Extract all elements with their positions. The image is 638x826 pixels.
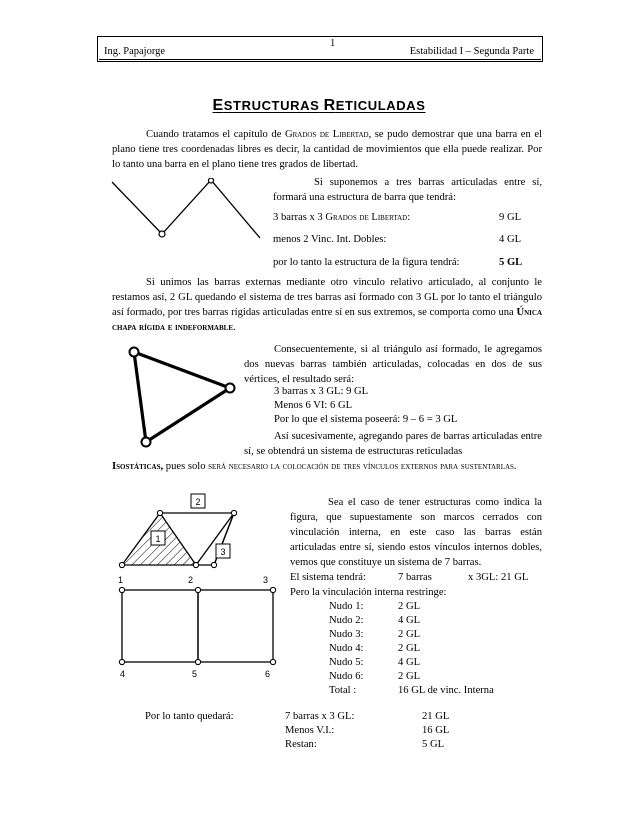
calc-line-1: 3 barras x 3 GL: 9 GL xyxy=(274,386,369,397)
node-name: Nudo 2: xyxy=(329,615,364,626)
node-label-1: 1 xyxy=(118,575,124,585)
label-1: 1 xyxy=(155,534,161,544)
page-header xyxy=(97,36,543,62)
header-author: Ing. Papajorge xyxy=(104,46,166,57)
node-value: 2 GL xyxy=(398,643,421,654)
calc-line-2: Menos 6 VI: 6 GL xyxy=(274,400,353,411)
triangle-node-top xyxy=(130,348,139,357)
frame-node-2 xyxy=(195,587,200,592)
final-row-1: 7 barras x 3 GL: 21 GL xyxy=(285,711,450,722)
node-name: Nudo 1: xyxy=(329,601,364,612)
label-2: 2 xyxy=(195,497,201,507)
node-value: 2 GL xyxy=(398,629,421,640)
zigzag-bars-figure xyxy=(110,178,272,246)
triangle-node-bottom xyxy=(142,438,151,447)
node-label-5: 5 xyxy=(192,669,198,679)
header-page-number: 1 xyxy=(330,38,336,49)
node-name: Nudo 6: xyxy=(329,671,364,682)
node-label-2: 2 xyxy=(188,575,194,585)
node-row xyxy=(329,627,549,641)
node-name: Nudo 5: xyxy=(329,657,364,668)
hinge-1 xyxy=(159,231,165,237)
triangle-node-right xyxy=(226,384,235,393)
node-row xyxy=(329,599,549,613)
node-value: 2 GL xyxy=(398,671,421,682)
node-row xyxy=(329,613,549,627)
truss-node xyxy=(157,510,162,515)
triangle-figure xyxy=(126,340,242,452)
final-row-2: Menos V.I.: 16 GL xyxy=(285,725,450,736)
zigzag-bars xyxy=(112,180,260,238)
node-value: 4 GL xyxy=(398,615,421,626)
node-row xyxy=(329,683,549,697)
truss-node xyxy=(193,562,198,567)
node-name: Nudo 3: xyxy=(329,629,364,640)
node-value: 2 GL xyxy=(398,601,421,612)
node-value: 16 GL de vinc. Interna xyxy=(398,685,494,696)
node-label-3: 3 xyxy=(263,575,269,585)
calc-line-4: Así sucesivamente, agregando pares de barras articuladas entre sí, se obtendrá un sistema de estructuras reticuladas xyxy=(244,431,542,457)
intro-paragraph: Cuando tratamos el capítulo de Grados de Libertad, se pudo demostrar que una barra en el plano tiene tres coordenadas libres es decir, la cantidad de movimientos que ella puede realizar. Por lo tanto una barra en el plano tiene tres grados de libertad. xyxy=(112,129,543,170)
reticulated-figure xyxy=(110,493,290,683)
isostatic-paragraph: Isostáticas, pues solo será necesario la colocación de tres vínculos externos para sustentarlas. xyxy=(112,461,517,472)
header-course: Estabilidad I – Segunda Parte xyxy=(409,46,534,57)
frame-node-5 xyxy=(195,659,200,664)
frame-node-3 xyxy=(270,587,275,592)
frame-node-6 xyxy=(270,659,275,664)
node-label-4: 4 xyxy=(120,669,126,679)
truss-node xyxy=(231,510,236,515)
frame-left xyxy=(122,590,198,662)
final-row-3: Restan: 5 GL xyxy=(285,739,445,750)
case-text: Sea el caso de tener estructuras como indica la figura, que supuestamente son marcos cerrados con vinculación interna, en este caso las barras están articuladas entre sí, siendo estos vínculos internos dobles, vemos que constituye un sistema de 7 barras. xyxy=(290,497,542,568)
triangle-bars xyxy=(134,352,230,442)
paragraph-two: Si unimos las barras externas mediante otro vinculo relativo articulado, al conjunto le restamos así, 2 GL quedando el sistema de tres barras así formado con 3 GL por lo tanto el triángulo así formado, por tres barras rígidas articuladas entre sí en sus extremos, se comporta como una Única chapa rígida e indeformable. xyxy=(112,277,542,333)
hinge-2 xyxy=(209,178,214,183)
restriction-line: Pero la vinculación interna restringe: xyxy=(290,587,447,598)
node-name: Total : xyxy=(329,685,357,696)
calc-line-3: Por lo que el sistema poseerá: 9 – 6 = 3 GL xyxy=(274,414,458,425)
frame-node-4 xyxy=(119,659,124,664)
triangle-text: Consecuentemente, si al triángulo así formado, le agregamos dos nuevas barras también articuladas, colocadas en dos de sus vértices, el resultado será: xyxy=(244,344,542,385)
nodes-list xyxy=(329,599,549,697)
frame-right xyxy=(198,590,273,662)
truss-node xyxy=(119,562,124,567)
page-title: ESTRUCTURAS RETICULADAS xyxy=(212,97,426,114)
zigzag-text: Si suponemos a tres barras articuladas entre sí, formará una estructura de barra que tendrá: xyxy=(273,177,542,203)
frame-node-1 xyxy=(119,587,124,592)
node-name: Nudo 4: xyxy=(329,643,364,654)
node-value: 4 GL xyxy=(398,657,421,668)
node-label-6: 6 xyxy=(265,669,271,679)
label-3: 3 xyxy=(220,547,226,557)
final-label: Por lo tanto quedará: xyxy=(145,711,234,722)
system-row: El sistema tendrá: 7 barras x 3GL: 21 GL xyxy=(290,572,529,583)
truss-node xyxy=(211,562,216,567)
node-row xyxy=(329,641,549,655)
node-row xyxy=(329,655,549,669)
node-row xyxy=(329,669,549,683)
